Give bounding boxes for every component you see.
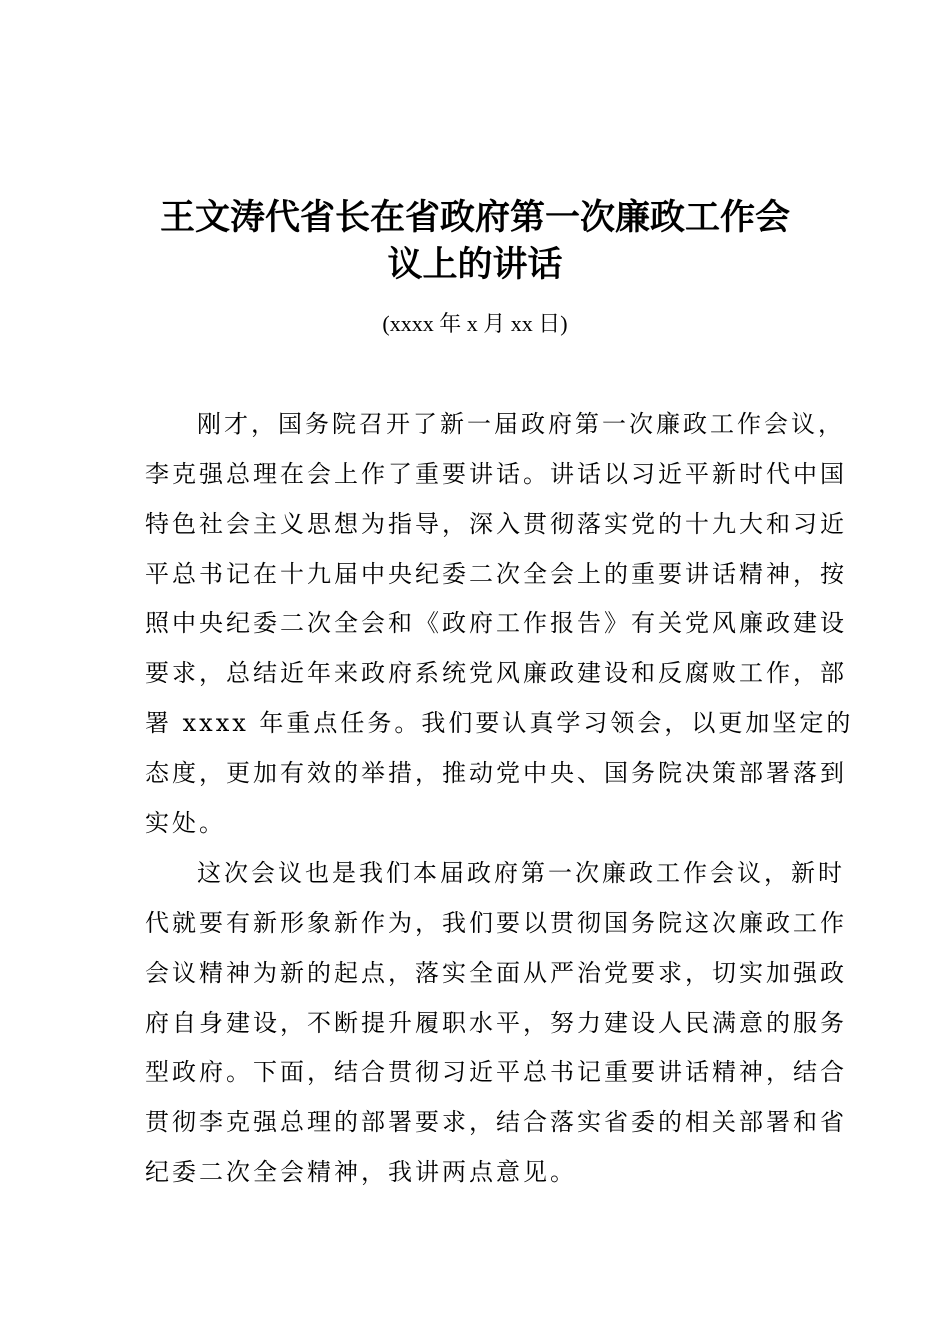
paragraph-1-line: 态度，更加有效的举措，推动党中央、国务院决策部署落到 [145,759,847,787]
paragraph-2-line: 纪委二次全会精神，我讲两点意见。 [145,1158,577,1186]
paragraph-2-line: 府自身建设，不断提升履职水平，努力建设人民满意的服务 [145,1009,847,1037]
paragraph-1-line: 要求，总结近年来政府系统党风廉政建设和反腐败工作，部 [145,659,847,687]
paragraph-2-line: 会议精神为新的起点，落实全面从严治党要求，切实加强政 [145,959,847,987]
paragraph-2-line: 代就要有新形象新作为，我们要以贯彻国务院这次廉政工作 [145,909,847,937]
paragraph-1-line: 照中央纪委二次全会和《政府工作报告》有关党风廉政建设 [145,609,847,637]
paragraph-1-line: 署 xxxx 年重点任务。我们要认真学习领会，以更加坚定的 [145,709,854,737]
document-title-line-1: 王文涛代省长在省政府第一次廉政工作会 [159,197,790,238]
paragraph-2-line: 这次会议也是我们本届政府第一次廉政工作会议，新时 [197,859,845,887]
paragraph-1-line: 实处。 [145,809,226,837]
paragraph-1-line: 刚才，国务院召开了新一届政府第一次廉政工作会议， [197,410,845,438]
document-date: (xxxx 年 x 月 xx 日) [382,311,568,336]
paragraph-2-line: 贯彻李克强总理的部署要求，结合落实省委的相关部署和省 [145,1108,847,1136]
document-title-line-2: 议上的讲话 [387,244,563,285]
paragraph-2-line: 型政府。下面，结合贯彻习近平总书记重要讲话精神，结合 [145,1058,847,1086]
paragraph-1-line: 李克强总理在会上作了重要讲话。讲话以习近平新时代中国 [145,460,847,488]
paragraph-1-line: 特色社会主义思想为指导，深入贯彻落实党的十九大和习近 [145,510,847,538]
paragraph-1-line: 平总书记在十九届中央纪委二次全会上的重要讲话精神，按 [145,560,847,588]
